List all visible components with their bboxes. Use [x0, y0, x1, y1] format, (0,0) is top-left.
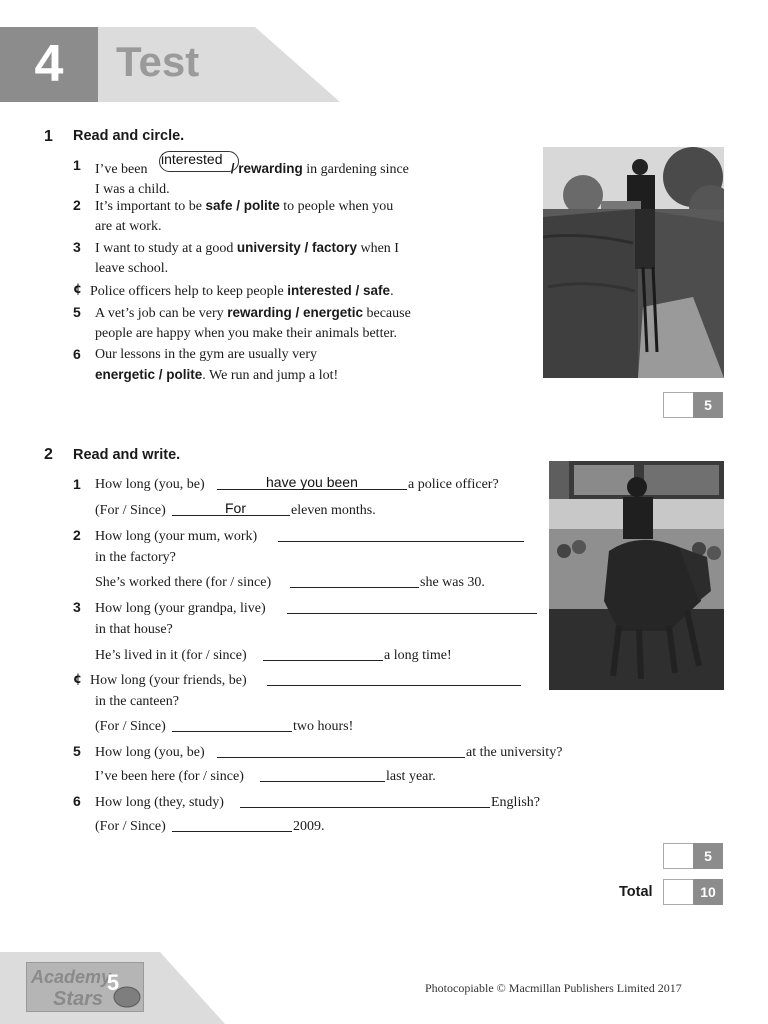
unit-number-box — [0, 27, 98, 102]
s2-item-5-question-before: How long (you, be) — [95, 745, 205, 760]
s2-item-3-question-line-2: in that house? — [95, 622, 173, 637]
s1-item-6-number: 6 — [73, 346, 81, 362]
s1-item-3-option-1[interactable]: university — [236, 240, 301, 255]
academy-stars-logo — [26, 962, 144, 1012]
s2-item-6-answer-line[interactable] — [240, 807, 490, 808]
s1-item-3-option-2[interactable]: factory — [311, 240, 357, 255]
mounted-police-officer-photo — [549, 461, 724, 690]
s2-item-6-number: 6 — [73, 793, 81, 809]
s2-item-5-response-after: last year. — [386, 769, 436, 784]
s2-item-6-question-after: English? — [491, 795, 540, 810]
total-score-max: 10 — [693, 879, 723, 905]
s1-item-2-option-1[interactable]: safe — [205, 198, 233, 213]
s2-item-6-response-line[interactable] — [172, 831, 292, 832]
s1-item-1-text: I’ve been / rewarding in gardening since I was a child. — [95, 161, 409, 197]
s2-item-2-question-before: How long (your mum, work) — [95, 529, 258, 544]
section-2-score-max: 5 — [693, 843, 723, 869]
s1-item-1-number: 1 — [73, 157, 81, 173]
s2-item-3-response-line[interactable] — [263, 660, 383, 661]
police-photo-drawing — [549, 461, 724, 690]
s2-item-1-question-before: How long (you, be) — [95, 477, 205, 492]
s2-item-4-response-line[interactable] — [172, 731, 292, 732]
s2-item-1-response-answer[interactable]: For — [225, 500, 246, 516]
s1-item-5-number: 5 — [73, 304, 81, 320]
s2-item-2-response-after: she was 30. — [420, 575, 485, 590]
copyright-notice: Photocopiable © Macmillan Publishers Limited 2017 — [425, 981, 682, 995]
s1-item-6-text: Our lessons in the gym are usually very energetic / polite. We run and jump a lot! — [95, 347, 339, 383]
section-1-instruction: Read and circle. — [73, 128, 185, 144]
section-1-score-input[interactable] — [663, 392, 693, 418]
s2-item-3-answer-line[interactable] — [287, 613, 537, 614]
section-1-number: 1 — [44, 128, 53, 145]
page-title: Test — [116, 38, 200, 85]
svg-text:Stars: Stars — [53, 988, 104, 1010]
s2-item-1-response-after: eleven months. — [291, 503, 376, 518]
s2-item-3-response-after: a long time! — [384, 648, 452, 663]
s2-item-3-response-before: He’s lived in it (for / since) — [95, 648, 247, 663]
svg-text:Academy: Academy — [31, 967, 112, 987]
s2-item-6-response-after: 2009. — [293, 819, 325, 834]
s2-item-4-question-line-2: in the canteen? — [95, 694, 179, 709]
s1-item-1-option-1[interactable]: interested — [161, 151, 223, 167]
s2-item-2-response-line[interactable] — [290, 587, 419, 588]
s1-item-5-option-1[interactable]: rewarding — [227, 305, 292, 320]
s2-item-2-response-before: She’s worked there (for / since) — [95, 575, 272, 590]
s1-item-4-option-2[interactable]: safe — [363, 283, 391, 298]
s1-item-6-option-2[interactable]: polite — [166, 367, 203, 382]
s2-item-6-question-before: How long (they, study) — [95, 795, 224, 810]
s1-item-3-number: 3 — [73, 239, 81, 255]
s2-item-6-response-before: (For / Since) — [95, 819, 166, 834]
total-label: Total — [619, 884, 653, 900]
section-2-instruction: Read and write. — [73, 447, 181, 463]
s2-item-3-question-before: How long (your grandpa, live) — [95, 601, 266, 616]
s1-item-2-text: It’s important to be safe / polite to people when you are at work. — [95, 198, 394, 234]
s2-item-5-answer-line[interactable] — [217, 757, 465, 758]
s1-item-5-option-2[interactable]: energetic — [302, 305, 363, 320]
s2-item-4-response-after: two hours! — [293, 719, 354, 734]
total-score-input[interactable] — [663, 879, 693, 905]
s2-item-2-answer-line[interactable] — [278, 541, 524, 542]
s1-item-1-option-2[interactable]: rewarding — [238, 161, 303, 176]
hedge-photo-drawing — [543, 147, 724, 378]
s1-item-2-option-2[interactable]: polite — [243, 198, 280, 213]
s2-item-5-response-line[interactable] — [260, 781, 385, 782]
s2-item-1-answer[interactable]: have you been — [266, 474, 358, 490]
level-number: 5 — [106, 970, 120, 995]
gardener-trimming-hedge-photo — [543, 147, 724, 378]
section-2-number: 2 — [44, 446, 53, 463]
unit-number: 4 — [34, 35, 64, 93]
s1-item-2-number: 2 — [73, 197, 81, 213]
s1-item-6-option-1[interactable]: energetic — [95, 367, 156, 382]
s1-item-4-text: Police officers help to keep people interested / safe. — [90, 283, 394, 299]
s2-item-1-number: 1 — [73, 476, 81, 492]
s2-item-2-number: 2 — [73, 527, 81, 543]
s1-item-4-option-1[interactable]: interested — [287, 283, 352, 298]
s2-item-5-number: 5 — [73, 743, 81, 759]
s2-item-2-question-line-2: in the factory? — [95, 550, 176, 565]
s2-item-4-number: ¢ — [73, 672, 83, 687]
section-2-score-input[interactable] — [663, 843, 693, 869]
s2-item-3-number: 3 — [73, 599, 81, 615]
s1-item-3-text: I want to study at a good university / factory when I leave school. — [95, 240, 399, 276]
s2-item-5-question-after: at the university? — [466, 745, 563, 760]
s2-item-5-response-before: I’ve been here (for / since) — [95, 769, 244, 784]
s2-item-1-response-before: (For / Since) — [95, 503, 166, 518]
s1-item-4-number: ¢ — [73, 282, 83, 297]
s2-item-4-response-before: (For / Since) — [95, 719, 166, 734]
s2-item-1-question-after: a police officer? — [408, 477, 499, 492]
s2-item-4-answer-line[interactable] — [267, 685, 521, 686]
section-1-score-max: 5 — [693, 392, 723, 418]
s2-item-4-question-before: How long (your friends, be) — [90, 673, 247, 688]
s1-item-5-text: A vet’s job can be very rewarding / energetic because people are happy when you make their animals better. — [95, 305, 411, 341]
